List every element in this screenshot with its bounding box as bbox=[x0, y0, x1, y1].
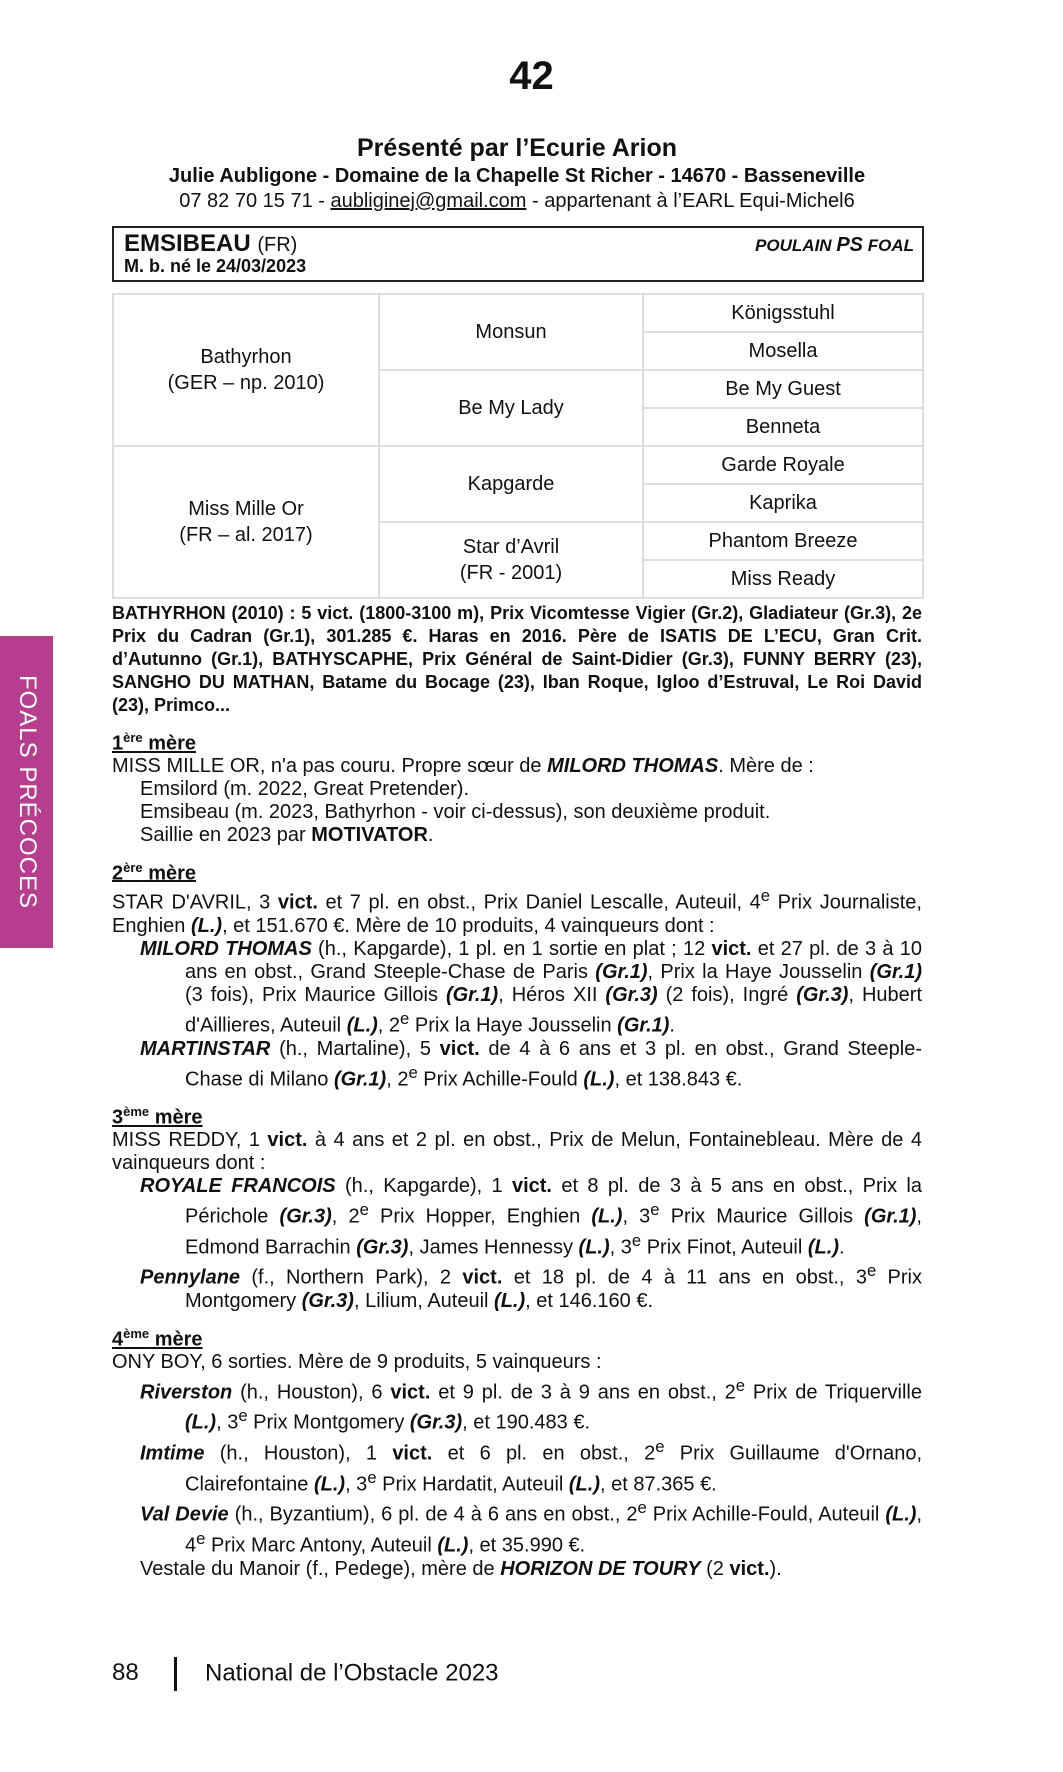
ped-g7: Phantom Breeze bbox=[643, 522, 923, 560]
first-dam-text: MISS MILLE OR, n'a pas couru. Propre sœur de MILORD THOMAS. Mère de : bbox=[112, 754, 814, 777]
ped-ds: Kapgarde bbox=[379, 446, 643, 522]
horse-name: EMSIBEAU (FR) bbox=[124, 230, 298, 257]
pedigree-table bbox=[112, 293, 924, 599]
third-dam-heading: 3ème mère bbox=[112, 1104, 203, 1129]
ped-dd: Star d’Avril (FR - 2001) bbox=[379, 522, 643, 598]
race-record: BATHYRHON (2010) : 5 vict. (1800-3100 m), Prix Vicomtesse Vigier (Gr.2), Gladiateur (Gr.3), 2e Prix du Cadran (Gr.1), 301.285 €. Haras en 2016. Père de ISATIS DE L’ECU, Gran Crit. d’Autunno (Gr.1), BATHYSCAPHE, Prix Général de Saint-Didier (Gr.3), FUNNY BERRY (23), SANGHO DU MATHAN, Batame du Bocage (23), Iban Roque, Igloo d’Estruval, Le Roi David (23), Primco... 1ère mère MISS MILLE OR, n'a pas couru. Propre sœur de MILORD THOMAS. Mère de : Emsilord (m. 2022, Great Pretender). Emsibeau (m. 2023, Bathyrhon - voir ci-dessus), son deuxième produit. Saillie en 2023 par MOTIVATOR. 2ère mère STAR D'AVRIL, 3 vict. et 7 pl. en obst., Prix Daniel Lescalle, Auteuil, 4e Prix Journaliste, Enghien (L.), et 151.670 €. Mère de 10 produits, 4 vainqueurs dont : MILORD THOMAS (h., Kapgarde), 1 pl. en 1 sortie en plat ; 12 vict. et 27 pl. de 3 à 10 ans en obst., Grand Steeple-Chase de Paris (Gr.1), Prix la Haye Jousselin (Gr.1) (3 fois), Prix Maurice Gillois (Gr.1), Héros XII (Gr.3) (2 fois), Ingré (Gr.3), Hubert d'Aillieres, Auteuil (L.), 2e Prix la Haye Jousselin (Gr.1). MARTINSTAR (h., Martaline), 5 vict. de 4 à 6 ans et 3 pl. en obst., Grand Steeple-Chase di Milano (Gr.1), 2e Prix Achille-Fould (L.), et 138.843 €. 3ème mère MISS REDDY, 1 vict. à 4 ans et 2 pl. en obst., Prix de Melun, Fontainebleau. Mère de 4 vainqueurs dont : ROYALE FRANCOIS (h., Kapgarde), 1 vict. et 8 pl. de 3 à 5 ans en obst., Prix la Périchole (Gr.3), 2e Prix Hopper, Enghien (L.), 3e Prix Maurice Gillois (Gr.1), Edmond Barrachin (Gr.3), James Hennessy (L.), 3e Prix Finot, Auteuil (L.). Pennylane (f., Northern Park), 2 vict. et 18 pl. de 4 à 11 ans en obst., 3e Prix Montgomery (Gr.3), Lilium, Auteuil (L.), et 146.160 €. 4ème mère ONY BOY, 6 sorties. Mère de 9 produits, 5 vainqueurs : Riverston (h., Houston), 6 vict. et 9 pl. de 3 à 9 ans en obst., 2e Prix de Triquerville (L.), 3e Prix Montgomery (Gr.3), et 190.483 €. Imtime (h., Houston), 1 vict. et 6 pl. en obst., 2e Prix Guillaume d'Ornano, Clairefontaine (L.), 3e Prix Hardatit, Auteuil (L.), et 87.365 €. Val Devie (h., Byzantium), 6 pl. de 4 à 6 ans en obst., 2e Prix Achille-Fould, Auteuil (L.), 4e Prix Marc Antony, Auteuil (L.), et 35.990 €. Vestale du Manoir (f., Pedege), mère de HORIZON DE TOURY (2 vict.). bbox=[112, 603, 923, 1580]
horse-tag: POULAIN PS FOAL bbox=[755, 234, 914, 256]
ped-g1: Königsstuhl bbox=[643, 294, 923, 332]
horse-description: M. b. né le 24/03/2023 bbox=[124, 256, 307, 276]
footer-divider bbox=[174, 1657, 177, 1691]
page-footer bbox=[112, 1657, 499, 1691]
contact-line: 07 82 70 15 71 - aubliginej@gmail.com - appartenant à l’EARL Equi-Michel6 bbox=[179, 190, 855, 212]
fourth-dam-heading: 4ème mère bbox=[112, 1325, 203, 1351]
address: Julie Aubligone - Domaine de la Chapelle St Richer - 14670 - Basseneville bbox=[168, 165, 866, 187]
ped-g3: Be My Guest bbox=[643, 370, 923, 408]
second-dam-heading: 2ère mère bbox=[112, 859, 197, 885]
ped-ss: Monsun bbox=[379, 294, 643, 370]
horse-box bbox=[112, 226, 924, 282]
ped-g6: Kaprika bbox=[643, 484, 923, 522]
presented-by: Présenté par l’Ecurie Arion bbox=[356, 134, 678, 162]
email-link[interactable]: aubliginej@gmail.com bbox=[330, 190, 527, 212]
ped-g4: Benneta bbox=[643, 408, 923, 446]
sire-paragraph: BATHYRHON (2010) : 5 vict. (1800-3100 m), Prix Vicomtesse Vigier (Gr.2), Gladiateur (Gr.3), 2e Prix du Cadran (Gr.1), 301.285 €. Haras en 2016. Père de ISATIS DE L’ECU, Gran Crit. d’Autunno (Gr.1), BATHYSCAPHE, Prix Général de Saint-Didier (Gr.3), FUNNY BERRY (23), SANGHO DU MATHAN, Batame du Bocage (23), Iban Roque, Igloo d’Estruval, Le Roi David (23), Primco... bbox=[112, 603, 922, 715]
first-dam-heading: 1ère mère bbox=[112, 730, 197, 755]
page-number: 88 bbox=[112, 1659, 139, 1687]
lot-number: 42 bbox=[509, 54, 554, 98]
presenter-header bbox=[112, 132, 922, 214]
ped-dam: Miss Mille Or (FR – al. 2017) bbox=[113, 446, 379, 598]
ped-g8: Miss Ready bbox=[643, 560, 923, 598]
section-tab: FOALS PRÉCOCES bbox=[0, 636, 53, 948]
ped-g5: Garde Royale bbox=[643, 446, 923, 484]
ped-sd: Be My Lady bbox=[379, 370, 643, 446]
ped-g2: Mosella bbox=[643, 332, 923, 370]
publication-title: National de l’Obstacle 2023 bbox=[205, 1659, 499, 1687]
ped-sire: Bathyrhon (GER – np. 2010) bbox=[113, 294, 379, 446]
